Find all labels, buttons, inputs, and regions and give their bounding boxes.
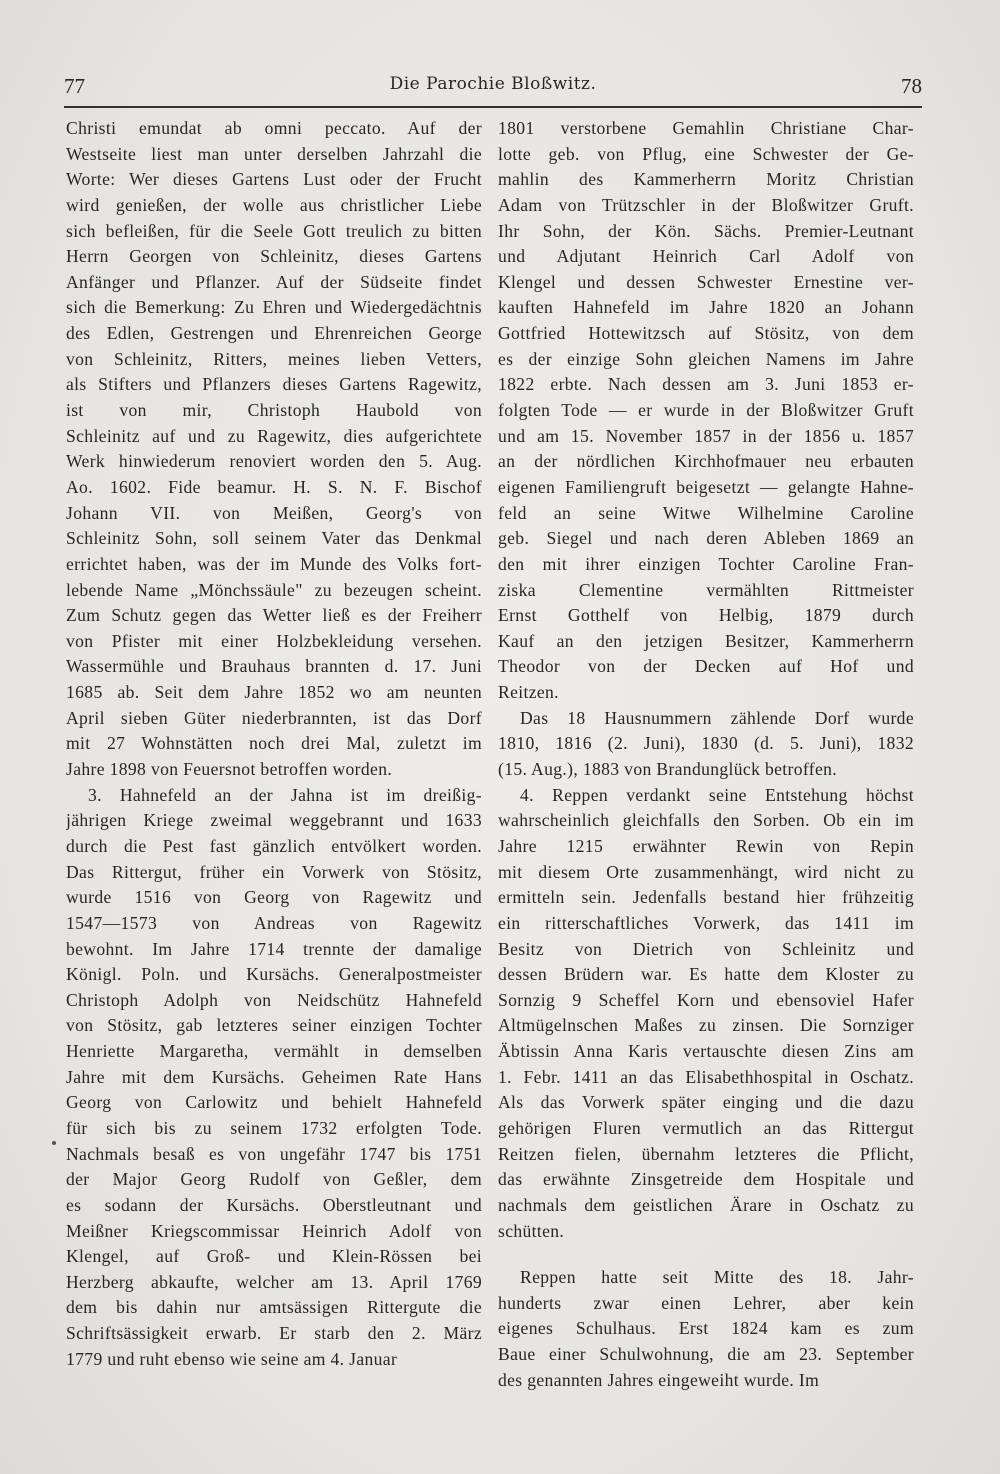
text-line: ziska Clementine vermählten Rittmeister <box>498 579 914 600</box>
text-line: 1685 ab. Seit dem Jahre 1852 wo am neunten <box>66 682 482 703</box>
text-line: dessen Brüdern war. Es hatte dem Kloster zu <box>498 964 914 985</box>
text-line: 1779 und ruht ebenso wie seine am 4. Januar <box>66 1348 398 1369</box>
print-speck <box>52 1141 56 1145</box>
text-line: wahrscheinlich gleichfalls den Sorben. Ob ein im <box>498 810 914 831</box>
text-line: Das Rittergut, früher ein Vorwerk von Stösitz, <box>66 861 482 882</box>
text-line: Ihr Sohn, der Kön. Sächs. Premier-Leutnant <box>498 220 914 241</box>
text-line: sich befleißen, für die Seele Gott treulich zu bitten <box>66 220 482 241</box>
text-line: lotte geb. von Pflug, eine Schwester der Ge- <box>498 143 914 164</box>
text-line: Worte: Wer dieses Gartens Lust oder der Frucht <box>66 169 482 190</box>
text-line: Jahre mit dem Kursächs. Geheimen Rate Hans <box>66 1066 482 1087</box>
text-line: von Pfister mit einer Holzbekleidung versehen. <box>66 630 482 651</box>
text-line: Klengel, auf Groß- und Klein-Rössen bei <box>66 1246 482 1267</box>
text-line: Ao. 1602. Fide beamur. H. S. N. F. Bischof <box>66 476 482 497</box>
text-line: das erwähnte Zinsgetreide dem Hospitale und <box>498 1169 914 1190</box>
text-line: Johann VII. von Meißen, Georg's von <box>66 502 482 523</box>
text-line: der Major Georg Rudolf von Geßler, dem <box>66 1169 482 1190</box>
text-line: ermitteln sein. Jedenfalls bestand hier frühzeitig <box>498 887 914 908</box>
text-line: 1801 verstorbene Gemahlin Christiane Char- <box>498 118 914 138</box>
text-line: Als das Vorwerk später einging und die dazu <box>498 1092 914 1113</box>
text-line: Werk hinwiederum renoviert worden den 5. Aug. <box>66 451 482 472</box>
text-line: feld an seine Witwe Wilhelmine Caroline <box>498 502 914 523</box>
text-line: geb. Siegel und nach deren Ableben 1869 an <box>498 528 914 549</box>
text-line: Henriette Margaretha, vermählt in demselben <box>66 1041 482 1062</box>
text-line: errichtet haben, was der im Munde des Volks fort- <box>66 553 482 574</box>
text-line: Theodor von der Decken auf Hof und <box>498 656 914 677</box>
text-line: Christi emundat ab omni peccato. Auf der <box>66 118 482 138</box>
text-line: wird genießen, der wolle aus christlicher Liebe <box>66 194 482 215</box>
text-line: 1547—1573 von Andreas von Ragewitz <box>66 912 482 933</box>
text-line: Königl. Poln. und Kursächs. Generalpostmeister <box>66 964 482 985</box>
right-page-number: 78 <box>901 74 922 98</box>
text-line: jährigen Kriege zweimal weggebrannt und 1633 <box>66 810 482 831</box>
text-line: des genannten Jahres eingeweiht wurde. Im <box>498 1369 820 1390</box>
text-line: Jahre 1215 erwähnter Rewin von Repin <box>498 835 914 856</box>
text-line: Herzberg abkaufte, welcher am 13. April 1769 <box>66 1271 482 1292</box>
text-line: Klengel und dessen Schwester Ernestine ver- <box>498 271 914 292</box>
text-line: 3. Hahnefeld an der Jahna ist im dreißig- <box>88 784 482 805</box>
text-line: Reitzen. <box>498 682 559 703</box>
paragraph-gap <box>498 1244 914 1265</box>
text-line: Kauf an den jetzigen Besitzer, Kammerherrn <box>498 630 914 651</box>
text-line: hunderts zwar einen Lehrer, aber kein <box>498 1292 914 1313</box>
text-line: Herrn Georgen von Schleinitz, dieses Gartens <box>66 246 482 267</box>
text-line: schütten. <box>498 1220 565 1241</box>
text-line: des Edlen, Gestrengen und Ehrenreichen George <box>66 323 482 344</box>
page-header <box>64 70 922 104</box>
text-line: mahlin des Kammerherrn Moritz Christian <box>498 169 914 190</box>
text-line: Altmügelnschen Maßes zu zinsen. Die Sornziger <box>498 1015 914 1036</box>
text-line: dem bis dahin nur amtsässigen Rittergute die <box>66 1297 482 1318</box>
text-line: Jahre 1898 von Feuersnot betroffen worden. <box>66 759 393 780</box>
text-line: Besitz von Dietrich von Schleinitz und <box>498 938 914 959</box>
header-rule <box>64 106 922 108</box>
text-line: kauften Hahnefeld im Jahre 1820 an Johann <box>498 297 914 318</box>
text-line: Meißner Kriegscommissar Heinrich Adolf von <box>66 1220 482 1241</box>
text-line: von Stösitz, gab letzteres seiner einzigen Tochter <box>66 1015 482 1036</box>
text-line: Zum Schutz gegen das Wetter ließ es der Freiherr <box>66 605 482 626</box>
text-line: Sornzig 9 Scheffel Korn und ebensoviel Hafer <box>498 989 914 1010</box>
text-line: mit 27 Wohnstätten noch drei Mal, zuletzt im <box>66 733 482 754</box>
text-line: es der einzige Sohn gleichen Namens im Jahre <box>498 348 914 369</box>
text-line: Christoph Adolph von Neidschütz Hahnefeld <box>66 989 482 1010</box>
text-line: sich die Bemerkung: Zu Ehren und Wiedergedächtnis <box>66 297 482 318</box>
left-text-column <box>66 116 482 1372</box>
text-line: Schleinitz auf und zu Ragewitz, dies aufgerichtete <box>66 425 482 446</box>
text-line: und Adjutant Heinrich Carl Adolf von <box>498 246 914 267</box>
text-line: bewohnt. Im Jahre 1714 trennte der damalige <box>66 938 482 959</box>
text-line: lebende Name „Mönchssäule" zu bezeugen scheint. <box>66 579 482 600</box>
text-line: Nachmals besaß es von ungefähr 1747 bis 1751 <box>66 1143 482 1164</box>
running-title: Die Parochie Bloßwitz. <box>389 74 597 94</box>
text-line: ein ritterschaftliches Vorwerk, das 1411 im <box>498 912 914 933</box>
text-line: an der nördlichen Kirchhofmauer neu erbauten <box>498 451 914 472</box>
text-line: eigenen Familiengruft beigesetzt — gelangte Hahne- <box>498 476 914 497</box>
text-line: 1810, 1816 (2. Juni), 1830 (d. 5. Juni), 1832 <box>498 733 914 754</box>
text-line: Gottfried Hottewitzsch auf Stösitz, von dem <box>498 323 914 344</box>
text-line: Georg von Carlowitz und behielt Hahnefeld <box>66 1092 482 1113</box>
text-line: Wassermühle und Brauhaus brannten d. 17. Juni <box>66 656 482 677</box>
text-line: Baue einer Schulwohnung, die am 23. September <box>498 1344 914 1365</box>
text-line: Reitzen fielen, übernahm letzteres die Pflicht, <box>498 1143 914 1164</box>
text-line: Das 18 Hausnummern zählende Dorf wurde <box>520 707 914 728</box>
text-line: Schriftsässigkeit erwarb. Er starb den 2. März <box>66 1323 482 1344</box>
text-line: 1822 erbte. Nach dessen am 3. Juni 1853 er- <box>498 374 914 395</box>
text-line: wurde 1516 von Georg von Ragewitz und <box>66 887 482 908</box>
text-line: Westseite liest man unter derselben Jahrzahl die <box>66 143 482 164</box>
text-line: den mit ihrer einzigen Tochter Caroline Fran- <box>498 553 914 574</box>
text-line: 4. Reppen verdankt seine Entstehung höchst <box>520 784 914 805</box>
text-line: als Stifters und Pflanzers dieses Gartens Ragewitz, <box>66 374 482 395</box>
text-line: Reppen hatte seit Mitte des 18. Jahr- <box>520 1267 914 1288</box>
text-line: Äbtissin Anna Karis vertauschte diesen Zins am <box>498 1041 914 1062</box>
left-page-number: 77 <box>64 74 85 98</box>
text-line: und am 15. November 1857 in der 1856 u. 1857 <box>498 425 914 446</box>
text-line: Ernst Gotthelf von Helbig, 1879 durch <box>498 605 914 626</box>
text-line: Schleinitz Sohn, soll seinem Vater das Denkmal <box>66 528 482 549</box>
text-line: es sodann der Kursächs. Oberstleutnant und <box>66 1194 482 1215</box>
text-line: ist von mir, Christoph Haubold von <box>66 400 482 421</box>
text-line: für sich bis zu seinem 1732 erfolgten Tode. <box>66 1117 482 1138</box>
text-line: durch die Pest fast gänzlich entvölkert worden. <box>66 835 482 856</box>
text-line: Anfänger und Pflanzer. Auf der Südseite findet <box>66 271 482 292</box>
right-text-column <box>498 116 914 1393</box>
text-line: von Schleinitz, Ritters, meines lieben Vetters, <box>66 348 482 369</box>
text-line: mit diesem Orte zusammenhängt, wird nicht zu <box>498 861 914 882</box>
text-line: (15. Aug.), 1883 von Brandunglück betroffen. <box>498 759 838 780</box>
text-line: Adam von Trützschler in der Bloßwitzer Gruft. <box>498 194 914 215</box>
text-line: folgten Tode — er wurde in der Bloßwitzer Gruft <box>498 400 914 421</box>
text-line: nachmals dem geistlichen Ärare in Oschatz zu <box>498 1194 914 1215</box>
text-line: 1. Febr. 1411 an das Elisabethhospital in Oschatz. <box>498 1066 914 1087</box>
text-line: April sieben Güter niederbrannten, ist das Dorf <box>66 707 482 728</box>
text-line: eigenes Schulhaus. Erst 1824 kam es zum <box>498 1318 914 1339</box>
text-line: gehörigen Fluren vermutlich an das Rittergut <box>498 1117 914 1138</box>
